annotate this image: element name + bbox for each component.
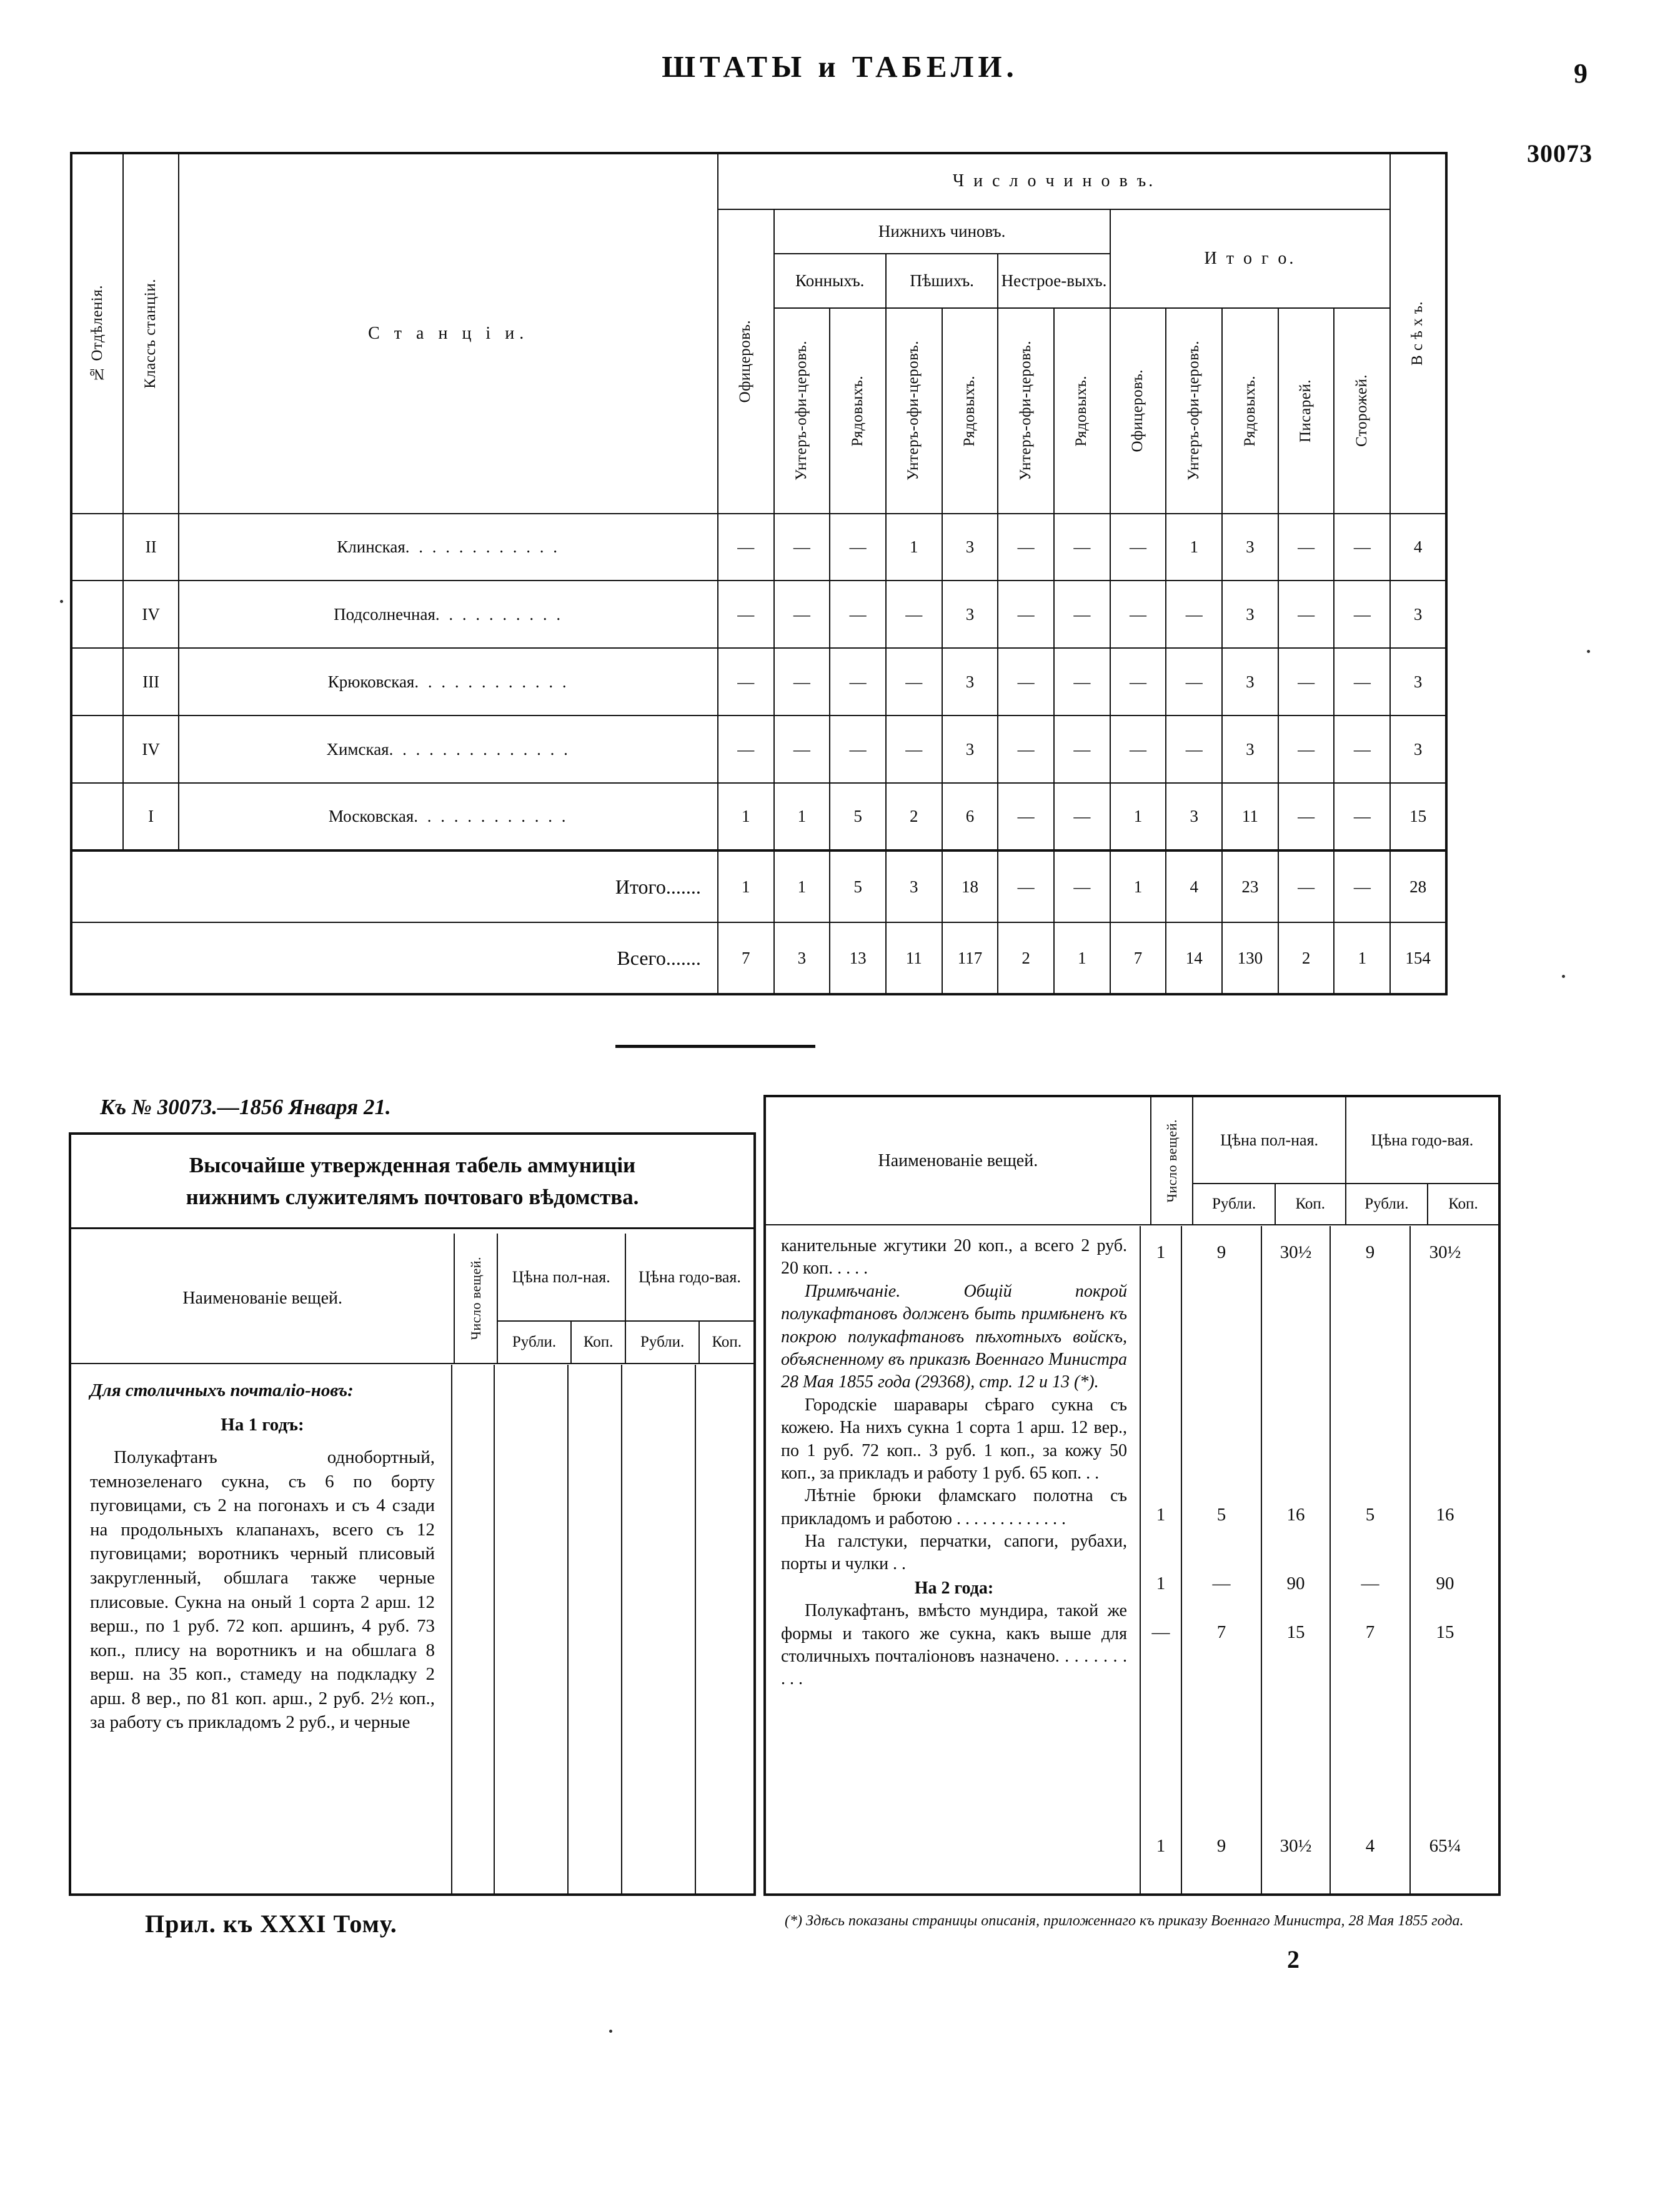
left-col-rub-year [622, 1365, 696, 1893]
cell-val: — [774, 648, 830, 716]
header-rub-2: Рубли. [625, 1321, 700, 1364]
footnote: (*) Здѣсь показаны страницы описанія, приложеннаго къ приказу Военнаго Министра, 28 Мая 1855 года. [785, 1913, 1464, 1929]
cell-val: 11 [1222, 783, 1278, 850]
entry-text: Лѣтніе брюки фламскаго полотна съ прикладомъ и работою . . . . . . . . . . . . . [781, 1486, 1127, 1528]
col-header-unter-1: Унтеръ-офи-церовъ. [774, 308, 830, 513]
cell-klass: II [123, 514, 179, 581]
scan-speck [609, 2030, 612, 2033]
page-title: ШТАТЫ и ТАБЕЛИ. [662, 49, 1018, 84]
cell-val: 1 [1166, 514, 1222, 581]
header-rub-1: Рубли. [497, 1321, 572, 1364]
cell-val: — [1054, 514, 1110, 581]
cell-count: 1 [1156, 1573, 1166, 1593]
cell-val: — [718, 716, 774, 783]
cell-val: 1 [1334, 922, 1390, 994]
cell-val: 3 [1222, 648, 1278, 716]
header-rub-1: Рубли. [1193, 1184, 1275, 1225]
left-panel-body [71, 1365, 753, 1893]
header-count: Число вещей. [454, 1234, 497, 1364]
header-name: Наименованіе вещей. [71, 1234, 454, 1364]
entry-text: канительные жгутики 20 коп., а всего 2 руб. 20 коп. . . . . [781, 1236, 1127, 1279]
header-rub-2: Рубли. [1346, 1184, 1428, 1225]
cell-val: — [1334, 514, 1390, 581]
cell-kop: 15 [1286, 1622, 1305, 1642]
cell-val: 3 [1222, 716, 1278, 783]
col-header-stations: С т а н ц і и. [179, 153, 717, 514]
cell-val: 4 [1166, 850, 1222, 922]
cell-val: — [1278, 514, 1335, 581]
ammunition-table-left [69, 1132, 756, 1896]
cell-rub: 9 [1216, 1242, 1226, 1262]
col-header-storozhey: Сторожей. [1334, 308, 1390, 513]
entry-text: Полукафтанъ, вмѣсто мундира, такой же формы и такого же сукна, какъ выше для столичныхъ почталіоновъ назначено. . . . . . . . . . . [781, 1601, 1127, 1689]
cell-val: — [1278, 716, 1335, 783]
section-divider [615, 1045, 815, 1048]
header-full-price: Цѣна пол-ная. [1193, 1097, 1345, 1184]
cell-val: 3 [1166, 783, 1222, 850]
col-header-peshih: Пѣшихъ. [886, 254, 998, 308]
cell-val: — [1278, 783, 1335, 850]
cell-station: Московская. . . . . . . . . . . . [179, 783, 717, 850]
cell-kop: 16 [1286, 1505, 1305, 1525]
cell-val: — [1278, 581, 1335, 648]
cell-val: 130 [1222, 922, 1278, 994]
cell-val: 23 [1222, 850, 1278, 922]
cell-rub: 7 [1365, 1622, 1375, 1642]
cell-rub: — [1212, 1573, 1231, 1593]
cell-station: Подсолнечная. . . . . . . . . . [179, 581, 717, 648]
table-row [71, 514, 1446, 581]
cell-otdel [71, 581, 123, 648]
cell-total: 4 [1390, 514, 1446, 581]
right-col-rub-full [1182, 1226, 1262, 1895]
cell-val: 1 [774, 783, 830, 850]
cell-rub: 7 [1216, 1622, 1226, 1642]
col-header-konnyh: Конныхъ. [774, 254, 886, 308]
table-row-total [71, 922, 1446, 994]
cell-otdel [71, 783, 123, 850]
col-header-klass: Классъ станціи. [123, 153, 179, 514]
header-year-price: Цѣна годо-вая. [1346, 1097, 1498, 1184]
cell-val: — [998, 648, 1054, 716]
cell-total: 3 [1390, 581, 1446, 648]
cell-klass: IV [123, 716, 179, 783]
col-header-vsego: В с ѣ х ъ. [1390, 153, 1446, 514]
cell-val: 18 [942, 850, 998, 922]
cell-val: 1 [1054, 922, 1110, 994]
cell-val: 11 [886, 922, 942, 994]
cell-val: — [886, 581, 942, 648]
table-row-subtotal [71, 850, 1446, 922]
cell-total: 3 [1390, 716, 1446, 783]
table-row [71, 648, 1446, 716]
cell-val: — [1110, 716, 1166, 783]
cell-otdel [71, 514, 123, 581]
table-row [71, 783, 1446, 850]
cell-rub: 9 [1216, 1836, 1226, 1856]
cell-val: — [1166, 716, 1222, 783]
header-kop-1: Коп. [1275, 1184, 1346, 1225]
cell-val: — [1334, 581, 1390, 648]
cell-kop: 90 [1286, 1573, 1305, 1593]
cell-val: — [886, 648, 942, 716]
left-section-heading: Для столичныхъ почталіо-новъ: [90, 1380, 354, 1400]
cell-klass: I [123, 783, 179, 850]
col-header-unter-3: Унтеръ-офи-церовъ. [998, 308, 1054, 513]
cell-val: — [1334, 648, 1390, 716]
cell-total: 3 [1390, 648, 1446, 716]
cell-kop: 30½ [1429, 1242, 1461, 1262]
cell-val: 5 [830, 850, 886, 922]
header-kop-1: Коп. [571, 1321, 625, 1364]
left-panel-title: Высочайше утвержденная табель аммуниціи нижнимъ служителямъ почтоваго вѣдомства. [71, 1135, 753, 1229]
cell-val: — [1166, 581, 1222, 648]
cell-val: 6 [942, 783, 998, 850]
cell-val: — [1110, 648, 1166, 716]
cell-count: 1 [1156, 1505, 1166, 1525]
cell-otdel [71, 716, 123, 783]
cell-val: — [998, 514, 1054, 581]
col-header-ryadovyh-4: Рядовыхъ. [1222, 308, 1278, 513]
cell-val: 1 [774, 850, 830, 922]
cell-val: — [1166, 648, 1222, 716]
header-full-price: Цѣна пол-ная. [497, 1234, 625, 1321]
scan-speck [1587, 650, 1590, 653]
right-body-text [766, 1226, 1141, 1895]
cell-total: 154 [1390, 922, 1446, 994]
staff-count-table [70, 152, 1448, 995]
cell-kop: 90 [1436, 1573, 1454, 1593]
cell-val: 3 [774, 922, 830, 994]
cell-val: — [1334, 850, 1390, 922]
cell-val: 7 [718, 922, 774, 994]
cell-val: 2 [998, 922, 1054, 994]
cell-val: — [1054, 716, 1110, 783]
cell-kop: 30½ [1280, 1836, 1312, 1856]
right-col-rub-year [1331, 1226, 1411, 1895]
cell-val: 3 [942, 514, 998, 581]
cell-klass: III [123, 648, 179, 716]
table-row [71, 581, 1446, 648]
header-name: Наименованіе вещей. [766, 1097, 1151, 1225]
cell-val: — [1110, 514, 1166, 581]
cell-val: 3 [886, 850, 942, 922]
header-kop-2: Коп. [1428, 1184, 1498, 1225]
col-header-pisarey: Писарей. [1278, 308, 1335, 513]
cell-val: — [718, 648, 774, 716]
cell-rub: 5 [1365, 1505, 1375, 1525]
cell-rub: 4 [1365, 1836, 1375, 1856]
header-kop-2: Коп. [699, 1321, 753, 1364]
cell-val: 2 [886, 783, 942, 850]
left-body-text [71, 1365, 452, 1893]
cell-val: — [1278, 648, 1335, 716]
cell-val: — [830, 514, 886, 581]
cell-kop: 15 [1436, 1622, 1454, 1642]
left-column-headers [71, 1234, 753, 1364]
left-subheading: На 1 годъ: [221, 1414, 304, 1435]
col-header-ofitserov-2: Офицеровъ. [1110, 308, 1166, 513]
right-column-headers [766, 1097, 1498, 1225]
cell-val: — [718, 581, 774, 648]
cell-station: Крюковская. . . . . . . . . . . . [179, 648, 717, 716]
col-header-group-nizhnih: Нижнихъ чиновъ. [774, 209, 1110, 254]
right-col-kop-full [1262, 1226, 1331, 1895]
cell-total: 28 [1390, 850, 1446, 922]
left-col-count [452, 1365, 495, 1893]
cell-val: 3 [1222, 514, 1278, 581]
cell-val: — [718, 514, 774, 581]
right-col-kop-year [1411, 1226, 1479, 1895]
right-panel-body [766, 1226, 1498, 1895]
cell-val: 1 [1110, 850, 1166, 922]
header-year-price: Цѣна годо-вая. [625, 1234, 753, 1321]
cell-val: 1 [718, 850, 774, 922]
col-header-ryadovyh-1: Рядовыхъ. [830, 308, 886, 513]
cell-val: — [774, 581, 830, 648]
col-header-otdel: № Отдѣленія. [71, 153, 123, 514]
cell-station: Клинская. . . . . . . . . . . . [179, 514, 717, 581]
cell-otdel [71, 648, 123, 716]
col-header-unter-2: Унтеръ-офи-церовъ. [886, 308, 942, 513]
cell-val: — [830, 581, 886, 648]
cell-val: — [998, 850, 1054, 922]
signature-number: 2 [1287, 1945, 1300, 1973]
left-paragraph: Полукафтанъ однобортный, темнозеленаго сукна, съ 6 по борту пуговицами, съ 2 на погонахъ и съ 4 сзади на продольныхъ клапанахъ, всего съ 12 пуговицами; воротникъ черный плисовый закругленный, обшлага также черные плисовые. Сукна на оный 1 сорта 2 арш. 12 верш., по 1 руб. 72 коп. аршинъ, 4 руб. 73 коп., плису на воротникъ и на обшлага 8 верш. на 35 коп., стамеду на подкладку 2 арш. 8 вер., по 81 коп. арш., 2 руб. 2½ коп., за работу съ прикладомъ 2 руб., и черные [90, 1447, 435, 1733]
scan-speck [1562, 975, 1565, 978]
cell-rub: — [1361, 1573, 1379, 1593]
cell-count: 1 [1156, 1242, 1166, 1262]
right-col-count [1141, 1226, 1182, 1895]
entry-text: Городскіе шаравары сѣраго сукна съ кожею. На нихъ сукна 1 сорта 1 арш. 12 вер., по 1 руб. 72 коп.. 3 руб. 1 коп., за кожу 50 коп., за прикладъ и работу 1 руб. 65 коп. . . [781, 1395, 1127, 1483]
cell-val: 1 [1110, 783, 1166, 850]
cell-val: 13 [830, 922, 886, 994]
entry-note: Примѣчаніе. Общій покрой полукафтановъ долженъ быть примѣненъ къ покрою полукафтановъ пѣхотныхъ войскъ, объясненному въ приказѣ Военнаго Министра 28 Мая 1855 года (29368), стр. 12 и 13 (*). [781, 1281, 1127, 1392]
cell-klass: IV [123, 581, 179, 648]
col-header-group-chislo: Ч и с л о ч и н о в ъ. [718, 153, 1390, 209]
cell-val: — [1110, 581, 1166, 648]
cell-val: — [998, 783, 1054, 850]
cell-val: — [1054, 648, 1110, 716]
cell-val: 1 [886, 514, 942, 581]
ammunition-table-right [763, 1095, 1501, 1896]
cell-val: 3 [942, 716, 998, 783]
cell-val: — [1054, 850, 1110, 922]
cell-count: — [1151, 1622, 1170, 1642]
cell-val: — [774, 716, 830, 783]
cell-kop: 65¼ [1429, 1836, 1461, 1856]
cell-val: — [1054, 581, 1110, 648]
col-header-ryadovyh-2: Рядовыхъ. [942, 308, 998, 513]
cell-val: — [774, 514, 830, 581]
cell-subtotal-label: Итого....... [71, 850, 718, 922]
cell-val: 3 [942, 581, 998, 648]
cell-val: 14 [1166, 922, 1222, 994]
cell-val: 3 [1222, 581, 1278, 648]
left-col-rub-full [495, 1365, 569, 1893]
cell-val: — [830, 716, 886, 783]
header-count: Число вещей. [1151, 1097, 1193, 1225]
cell-val: — [830, 648, 886, 716]
left-col-kop-year [696, 1365, 750, 1893]
cell-kop: 16 [1436, 1505, 1454, 1525]
col-header-ryadovyh-3: Рядовыхъ. [1054, 308, 1110, 513]
entry-text: На галстуки, перчатки, сапоги, рубахи, порты и чулки . . [781, 1532, 1127, 1574]
entry-subheading: На 2 года: [914, 1578, 994, 1598]
cell-val: — [1278, 850, 1335, 922]
cell-count: 1 [1156, 1836, 1166, 1856]
cell-val: 1 [718, 783, 774, 850]
col-header-nestroevyh: Нестрое-выхъ. [998, 254, 1110, 308]
col-header-group-itogo: И т о г о. [1110, 209, 1391, 308]
cell-kop: 30½ [1280, 1242, 1312, 1262]
left-col-kop-full [569, 1365, 622, 1893]
cell-val: 5 [830, 783, 886, 850]
cell-val: — [1334, 716, 1390, 783]
cell-rub: 5 [1216, 1505, 1226, 1525]
volume-footer: Прил. къ XXXI Тому. [145, 1910, 397, 1938]
cell-val: — [886, 716, 942, 783]
cell-rub: 9 [1365, 1242, 1375, 1262]
cell-total: 15 [1390, 783, 1446, 850]
document-number: 30073 [1527, 139, 1593, 167]
scan-speck [60, 600, 63, 603]
cell-val: 117 [942, 922, 998, 994]
table-row [71, 716, 1446, 783]
col-header-unter-4: Унтеръ-офи-церовъ. [1166, 308, 1222, 513]
left-panel-caption: Къ № 30073.—1856 Января 21. [100, 1095, 391, 1119]
cell-station: Химская. . . . . . . . . . . . . . [179, 716, 717, 783]
cell-val: — [1334, 783, 1390, 850]
cell-val: 7 [1110, 922, 1166, 994]
col-header-ofitserov-1: Офицеровъ. [718, 209, 774, 514]
cell-val: — [1054, 783, 1110, 850]
page-number: 9 [1574, 58, 1588, 89]
cell-val: 3 [942, 648, 998, 716]
cell-val: 2 [1278, 922, 1335, 994]
cell-val: — [998, 581, 1054, 648]
cell-total-label: Всего....... [71, 922, 718, 994]
cell-val: — [998, 716, 1054, 783]
